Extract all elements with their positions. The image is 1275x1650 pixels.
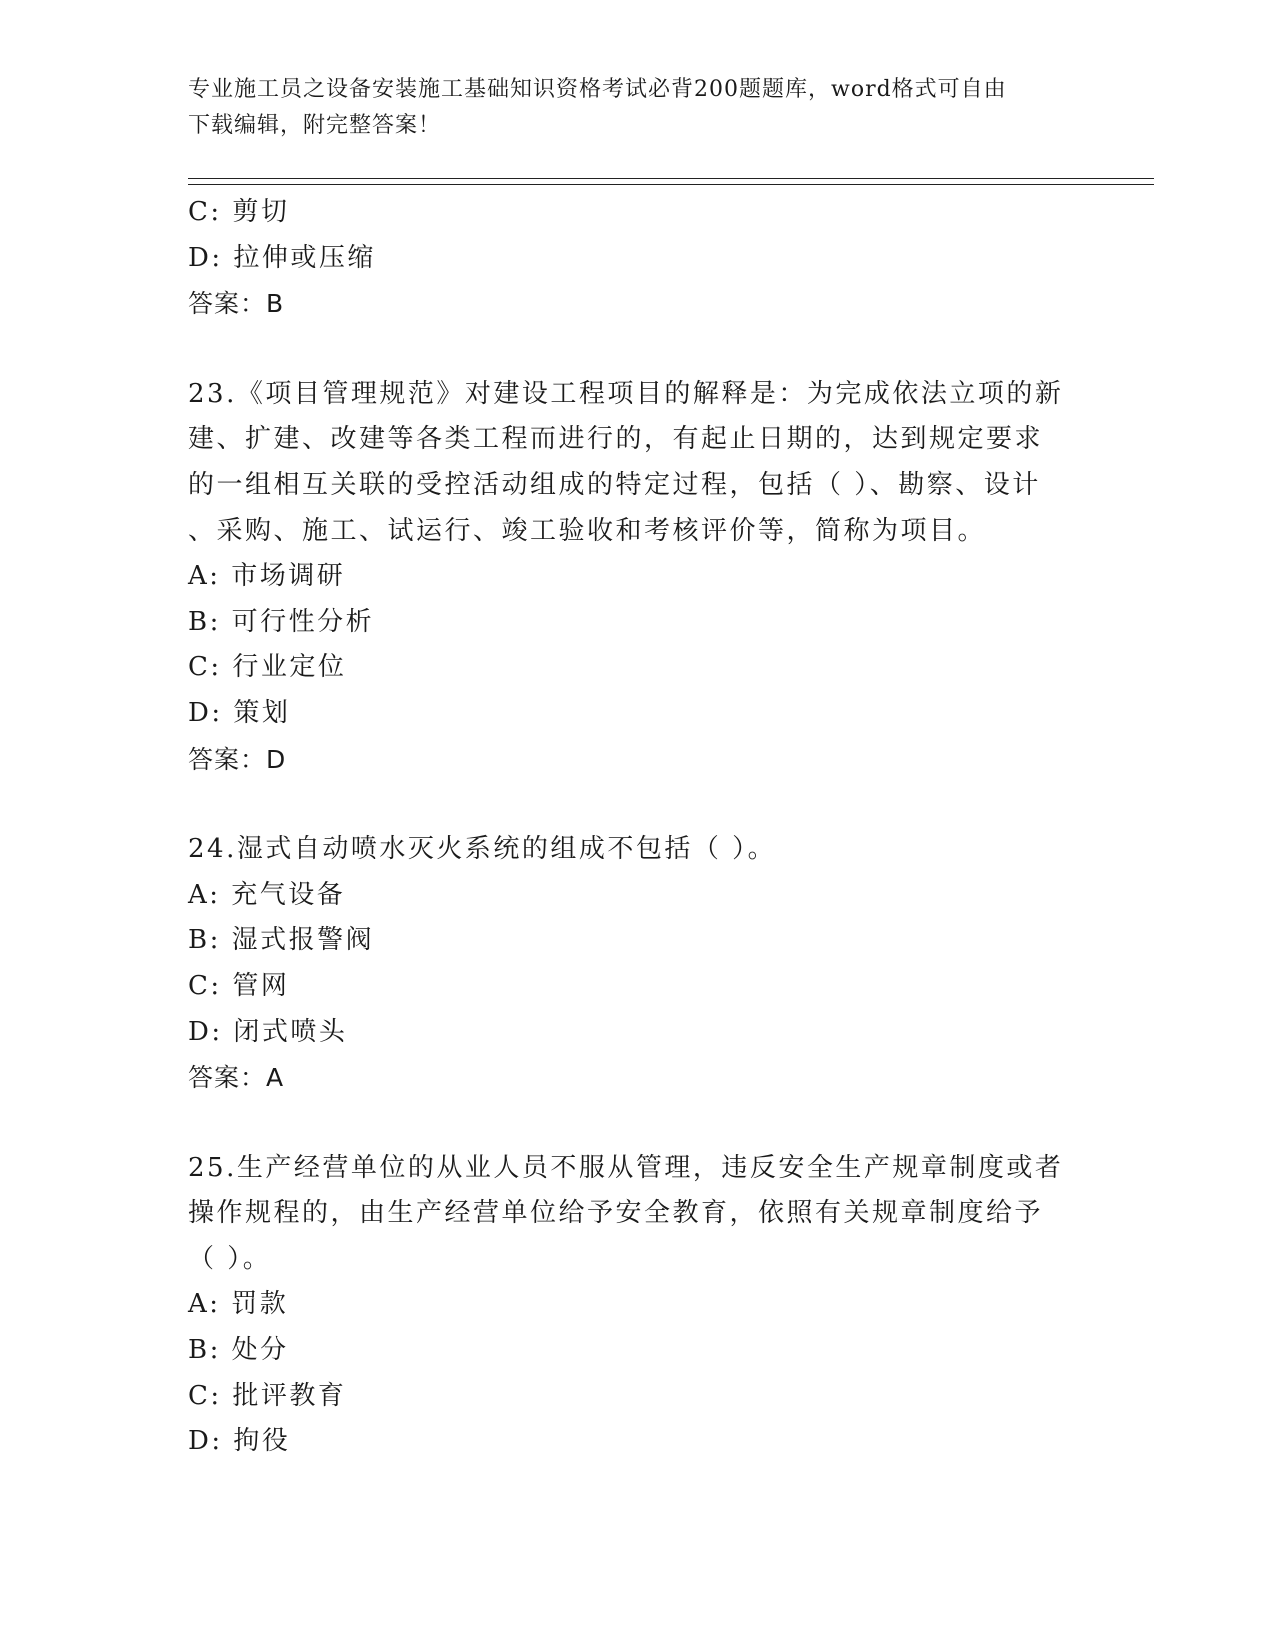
option-c: C: 批评教育	[188, 1380, 347, 1411]
option-c: C: 剪切	[188, 197, 290, 227]
stem-line: （ ）。	[188, 1243, 272, 1274]
option-d: D: 闭式喷头	[188, 1016, 348, 1047]
question-stem	[188, 372, 1088, 554]
stem-line: 23.《项目管理规范》对建设工程项目的解释是：为完成依法立项的新	[188, 378, 1064, 409]
header-line-2: 下载编辑，附完整答案！	[188, 113, 442, 138]
stem-line: 操作规程的，由生产经营单位给予安全教育，依照有关规章制度给予	[188, 1198, 1044, 1229]
option-b: B: 可行性分析	[188, 606, 375, 637]
option-d: D: 拘役	[188, 1426, 291, 1457]
option-b: B: 湿式报警阀	[188, 925, 375, 956]
answer-label: 答案：A	[188, 1063, 285, 1093]
option-c: C: 行业定位	[188, 652, 347, 683]
question-25	[188, 1146, 1088, 1465]
question-24	[188, 827, 1088, 1101]
stem-line: 的一组相互关联的受控活动组成的特定过程，包括（ ）、勘察、设计	[188, 469, 1041, 500]
option-a: A: 罚款	[188, 1289, 289, 1320]
option-d: D: 拉伸或压缩	[188, 242, 376, 273]
header-divider-bottom	[188, 184, 1154, 185]
header-divider-top	[188, 178, 1154, 179]
option-d: D: 策划	[188, 697, 291, 728]
question-22-tail	[188, 190, 1088, 327]
question-stem	[188, 827, 1088, 873]
stem-line: 25.生产经营单位的从业人员不服从管理，违反安全生产规章制度或者	[188, 1152, 1064, 1183]
question-stem	[188, 1146, 1088, 1283]
option-a: A: 市场调研	[188, 561, 346, 592]
answer-label: 答案：B	[188, 289, 285, 319]
question-23	[188, 372, 1088, 782]
question-list	[188, 190, 1088, 1465]
stem-line: 24.湿式自动喷水灭火系统的组成不包括（ ）。	[188, 834, 777, 865]
option-c: C: 管网	[188, 970, 290, 1001]
header-line-1: 专业施工员之设备安装施工基础知识资格考试必背200题题库，word格式可自由	[188, 77, 1007, 102]
answer-label: 答案：D	[188, 744, 287, 774]
stem-line: 建、扩建、改建等各类工程而进行的，有起止日期的，达到规定要求	[188, 424, 1044, 455]
option-a: A: 充气设备	[188, 879, 346, 910]
stem-line: 、采购、施工、试运行、竣工验收和考核评价等，简称为项目。	[188, 515, 987, 546]
option-b: B: 处分	[188, 1335, 289, 1366]
document-header	[188, 72, 1068, 144]
